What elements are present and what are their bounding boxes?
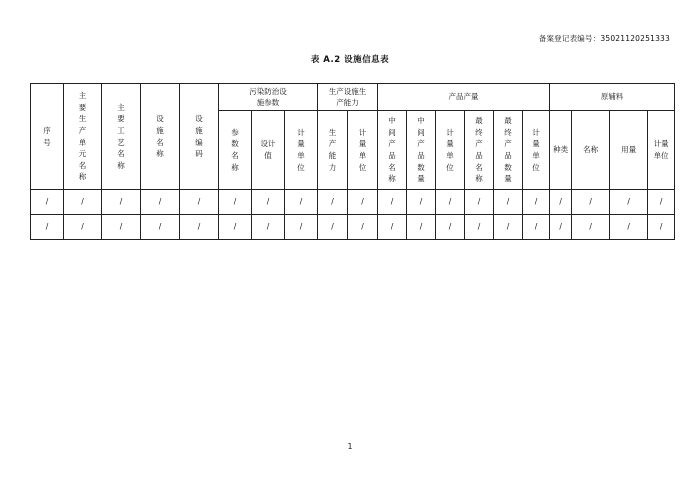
- header-group-output: 产品产量: [378, 84, 550, 111]
- cell: /: [407, 215, 436, 240]
- cell: /: [141, 215, 180, 240]
- header-kind: 种类: [550, 111, 572, 190]
- table-row: [31, 215, 675, 240]
- page-number: 1: [347, 442, 353, 451]
- cell: /: [378, 215, 407, 240]
- cell: /: [465, 215, 494, 240]
- cell: /: [285, 215, 318, 240]
- header-mat-name: 名称: [572, 111, 610, 190]
- header-unit-3: 计量单位: [436, 111, 465, 190]
- cell: /: [252, 190, 285, 215]
- cell: /: [494, 190, 523, 215]
- table-title: 表 A.2 设施信息表: [310, 55, 390, 65]
- cell: /: [318, 215, 348, 240]
- cell: /: [180, 190, 219, 215]
- cell: /: [648, 190, 675, 215]
- cell: /: [436, 190, 465, 215]
- header-unit-4: 计量单位: [523, 111, 550, 190]
- cell: /: [219, 190, 252, 215]
- header-unit-2: 计量单位: [348, 111, 378, 190]
- header-final-name: 最终产品名称: [465, 111, 494, 190]
- cell: /: [610, 190, 648, 215]
- header-unit-5: 计量单位: [648, 111, 675, 190]
- header-inter-name: 中间产品名称: [378, 111, 407, 190]
- cell: /: [610, 215, 648, 240]
- cell: /: [252, 215, 285, 240]
- cell: /: [219, 215, 252, 240]
- cell: /: [407, 190, 436, 215]
- cell: /: [465, 190, 494, 215]
- header-param-name: 参数名称: [219, 111, 252, 190]
- header-process-name: 主要工艺名称: [102, 84, 141, 190]
- header-seq: 序号: [31, 84, 64, 190]
- header-inter-qty: 中间产品数量: [407, 111, 436, 190]
- cell: /: [523, 190, 550, 215]
- cell: /: [31, 215, 64, 240]
- header-group-capacity: 生产设施生产能力: [318, 84, 378, 111]
- header-facility-name: 设施名称: [141, 84, 180, 190]
- cell: /: [31, 190, 64, 215]
- header-usage: 用量: [610, 111, 648, 190]
- cell: /: [550, 215, 572, 240]
- cell: /: [64, 190, 102, 215]
- header-design-value: 设计值: [252, 111, 285, 190]
- cell: /: [648, 215, 675, 240]
- cell: /: [141, 190, 180, 215]
- cell: /: [102, 190, 141, 215]
- table-row: [31, 190, 675, 215]
- registration-number: 备案登记表编号：35021120251333: [538, 34, 670, 43]
- cell: /: [436, 215, 465, 240]
- header-unit-name: 主要生产单元名称: [64, 84, 102, 190]
- header-facility-code: 设施编码: [180, 84, 219, 190]
- facility-info-table: [30, 83, 675, 240]
- cell: /: [348, 190, 378, 215]
- header-group-pollution: 污染防治设施参数: [219, 84, 318, 111]
- cell: /: [318, 190, 348, 215]
- header-capacity: 生产能力: [318, 111, 348, 190]
- cell: /: [102, 215, 141, 240]
- cell: /: [572, 190, 610, 215]
- cell: /: [572, 215, 610, 240]
- header-unit-1: 计量单位: [285, 111, 318, 190]
- cell: /: [348, 215, 378, 240]
- header-group-material: 原辅料: [550, 84, 675, 111]
- cell: /: [285, 190, 318, 215]
- cell: /: [550, 190, 572, 215]
- cell: /: [523, 215, 550, 240]
- cell: /: [494, 215, 523, 240]
- cell: /: [64, 215, 102, 240]
- cell: /: [378, 190, 407, 215]
- cell: /: [180, 215, 219, 240]
- header-final-qty: 最终产品数量: [494, 111, 523, 190]
